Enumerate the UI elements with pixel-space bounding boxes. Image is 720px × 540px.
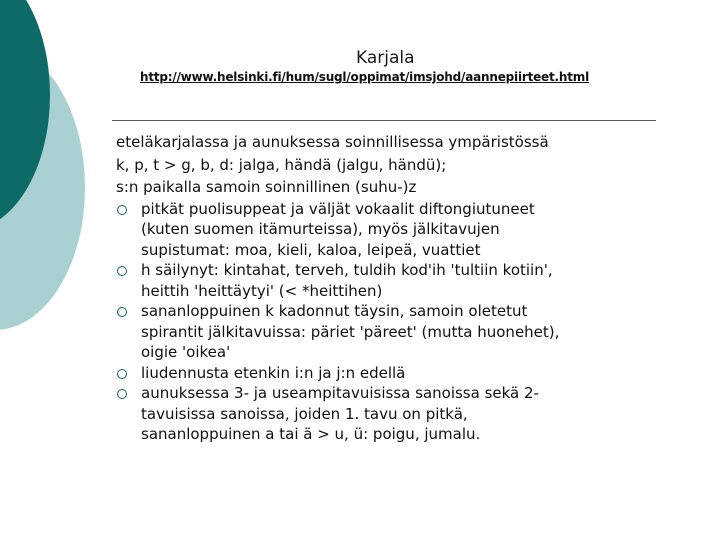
bullet-5-line-2: tavuisissa sanoissa, joiden 1. tavu on pitkä, [141,404,468,423]
divider-line [112,120,656,121]
bullet-4-line-1: liudennusta etenkin i:n ja j:n edellä [141,363,406,382]
bullet-3-line-2: spirantit jälkitavuissa: päriet 'päreet' (mutta huonehet), [141,322,560,341]
hollow-circle-bullet-icon [117,266,127,276]
hollow-circle-bullet-icon [117,389,127,399]
hollow-circle-bullet-icon [117,369,127,379]
slide-body [116,131,676,445]
bullet-item-3 [116,301,676,363]
bullet-5-line-1: aunuksessa 3- ja useampitavuisissa sanoissa sekä 2- [141,384,539,403]
hollow-circle-bullet-icon [117,307,127,317]
bullet-1-line-1: pitkät puolisuppeat ja väljät vokaalit diftongiutuneet [141,199,535,218]
hollow-circle-bullet-icon [117,205,127,215]
intro-line-3: s:n paikalla samoin soinnillinen (suhu-)z [116,178,417,197]
bullet-item-4 [116,363,676,384]
intro-line-2: k, p, t > g, b, d: jalga, händä (jalgu, händü); [116,155,447,174]
slide-title: Karjala [356,48,415,68]
intro-line-1: eteläkarjalassa ja aunuksessa soinnillisessa ympäristössä [116,133,549,151]
bullet-2-line-2: heittih 'heittäytyi' (< *heittihen) [141,281,383,300]
source-url-link[interactable]: http://www.helsinki.fi/hum/sugl/oppimat/imsjohd/aannepiirteet.html [140,70,589,84]
bullet-3-line-1: sananloppuinen k kadonnut täysin, samoin oletetut [141,302,528,321]
bullet-1-line-2: (kuten suomen itämurteissa), myös jälkitavujen [141,220,500,239]
bullet-item-2 [116,260,676,301]
bullet-3-line-3: oigie 'oikea' [141,343,231,362]
bullet-5-line-3: sananloppuinen a tai ä > u, ü: poigu, jumalu. [141,425,481,444]
bullet-item-1 [116,199,676,261]
bullet-2-line-1: h säilynyt: kintahat, terveh, tuldih kod'ih 'tultiin kotiin', [141,261,553,280]
bullet-1-line-3: supistumat: moa, kieli, kaloa, leipeä, vuattiet [141,240,481,259]
bullet-item-5 [116,383,676,445]
